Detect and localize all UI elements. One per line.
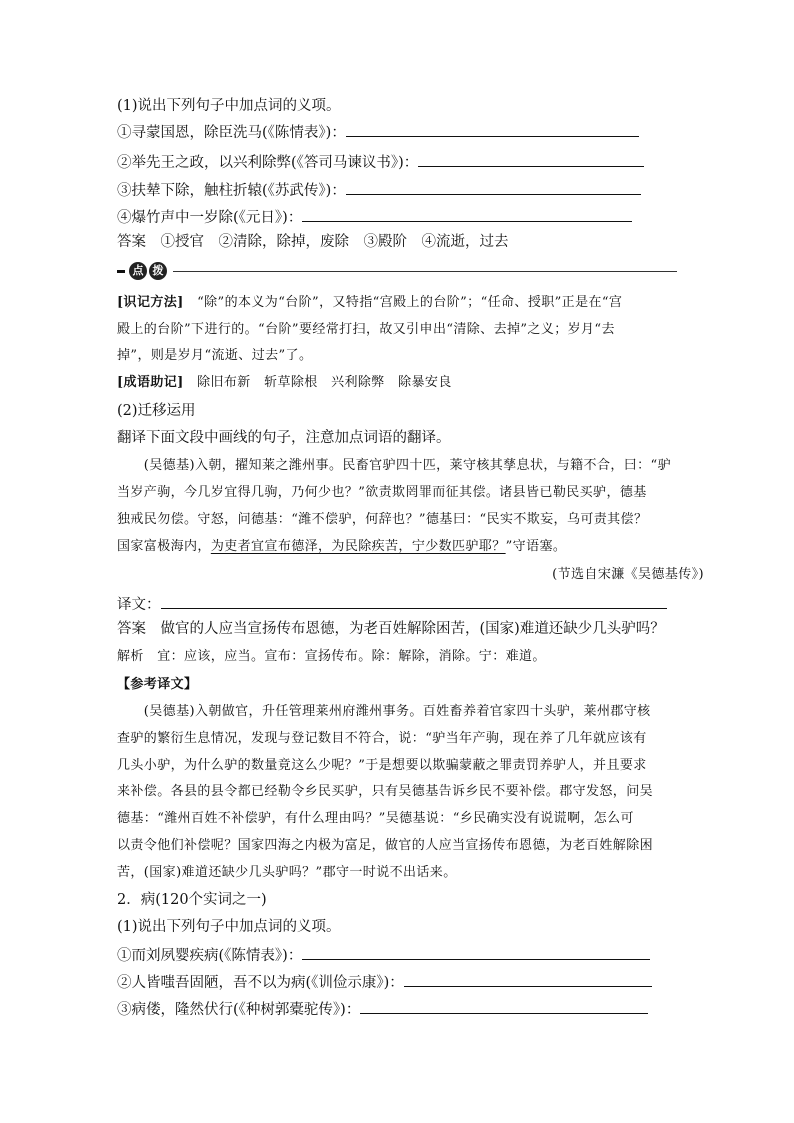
q2-answer: 答案 做官的人应当宣扬传布恩德，为老百姓解除困苦，(国家)难道还缺少几头驴吗？ bbox=[117, 621, 665, 637]
q1-answer: 答案 ①授官 ②清除，除掉，废除 ③殿阶 ④流逝，过去 bbox=[117, 234, 509, 250]
passage-line-2: 当岁产驹，今几岁宜得几驹，乃何少也？”欲责欺罔罪而征其偿。诸县皆已勒民买驴，德基 bbox=[117, 485, 647, 500]
q2-prompt: (2)迁移运用 bbox=[117, 403, 196, 419]
answer-blank[interactable] bbox=[418, 151, 644, 167]
translation-line: 译文： bbox=[117, 593, 667, 615]
q1-prompt: (1)说出下列句子中加点词的义项。 bbox=[117, 98, 341, 114]
divider-line bbox=[173, 271, 677, 272]
lead-dot bbox=[117, 270, 125, 273]
reference-line-2: 查驴的繁衍生息情况，发现与登记数目不符合，说：“驴当年产驹，现在养了几年就应该有 bbox=[117, 731, 647, 746]
answer-blank[interactable] bbox=[346, 179, 641, 195]
passage-line-4: 国家富极海内，为吏者宜宣布德泽，为民除疾苦，宁少数匹驴耶？”守语塞。 bbox=[117, 539, 567, 554]
section2-title: 2．病(120个实词之一) bbox=[117, 892, 267, 908]
idiom-label: [成语助记] bbox=[117, 375, 184, 390]
reference-line-4: 来补偿。各县的县令都已经勒令乡民买驴，只有吴德基告诉乡民不要补偿。郡守发怒，问吴 bbox=[117, 784, 654, 799]
passage-source: (节选自宋濂《吴德基传》) bbox=[552, 567, 704, 582]
underlined-sentence: 为吏者宜宣布德泽，为民除疾苦，宁少数匹驴耶？ bbox=[210, 539, 506, 554]
q2-instruction: 翻译下面文段中画线的句子，注意加点词语的翻译。 bbox=[117, 430, 451, 446]
tip-badge-1: 点 bbox=[129, 262, 147, 280]
answer-blank[interactable] bbox=[346, 121, 639, 137]
tip-header bbox=[117, 262, 677, 282]
reference-label: 【参考译文】 bbox=[117, 677, 198, 692]
reference-line-5: 德基：“潍州百姓不补偿驴，有什么理由吗？”吴德基说：“乡民确实没有说谎啊，怎么可 bbox=[117, 811, 634, 826]
reference-line-6: 以责令他们补偿呢？国家四海之内极为富足，做官的人应当宣扬传布恩德，为老百姓解除困 bbox=[117, 838, 654, 853]
passage-line-3: 独戒民勿偿。守怒，问德基：“潍不偿驴，何辞也？”德基曰：“民实不欺妄，乌可责其偿？ bbox=[117, 512, 648, 527]
passage-line-1: (吴德基)入朝，擢知莱之潍州事。民畜官驴四十匹，莱守核其孳息状，与籍不合，曰：“驴 bbox=[117, 458, 671, 473]
idiom-line: [成语助记] 除旧布新 斩草除根 兴利除弊 除暴安良 bbox=[117, 375, 452, 390]
q1-item-4: ④爆竹声中一岁除(《元日》)： bbox=[117, 206, 632, 228]
reference-line-3: 几头小驴，为什么驴的数量竟这么少呢？”于是想要以欺骗蒙蔽之罪责罚养驴人，并且要求 bbox=[117, 758, 647, 773]
method-line-3: 掉”，则是岁月“流逝、过去”了。 bbox=[117, 348, 313, 363]
answer-blank[interactable] bbox=[404, 971, 652, 987]
q1-item-1: ①寻蒙国恩，除臣洗马(《陈情表》)： bbox=[117, 121, 639, 143]
method-label: [识记方法] bbox=[117, 295, 184, 310]
answer-blank[interactable] bbox=[302, 206, 632, 222]
tip-badge-2: 拨 bbox=[149, 262, 167, 280]
q1-item-3: ③扶辇下除，触柱折辕(《苏武传》)： bbox=[117, 179, 641, 201]
reference-line-7: 苦，(国家)难道还缺少几头驴吗？”郡守一时说不出话来。 bbox=[117, 865, 457, 880]
section2-item-2: ②人皆嗤吾固陋，吾不以为病(《训俭示康》)： bbox=[117, 971, 652, 993]
answer-blank[interactable] bbox=[360, 998, 648, 1014]
answer-blank[interactable] bbox=[302, 944, 650, 960]
method-line-1: [识记方法] “除”的本义为“台阶”，又特指“宫殿上的台阶”；“任命、授职”正是在“宫 bbox=[117, 295, 623, 310]
translation-blank[interactable] bbox=[161, 593, 667, 609]
section2-item-1: ①而刘夙婴疾病(《陈情表》)： bbox=[117, 944, 650, 966]
q1-item-2: ②举先王之政，以兴利除弊(《答司马谏议书》)： bbox=[117, 151, 644, 173]
reference-line-1: (吴德基)入朝做官，升任管理莱州府潍州事务。百姓畜养着官家四十头驴，莱州郡守核 bbox=[117, 704, 651, 719]
method-line-2: 殿上的台阶”下进行的。“台阶”要经常打扫，故又引申出“清除、去掉”之义；岁月“去 bbox=[117, 322, 615, 337]
q2-analysis: 解析 宜：应该，应当。宣布：宣扬传布。除：解除，消除。宁：难道。 bbox=[117, 649, 546, 664]
section2-item-3: ③病偻，隆然伏行(《种树郭橐驼传》)： bbox=[117, 998, 648, 1020]
section2-prompt: (1)说出下列句子中加点词的义项。 bbox=[117, 919, 341, 935]
